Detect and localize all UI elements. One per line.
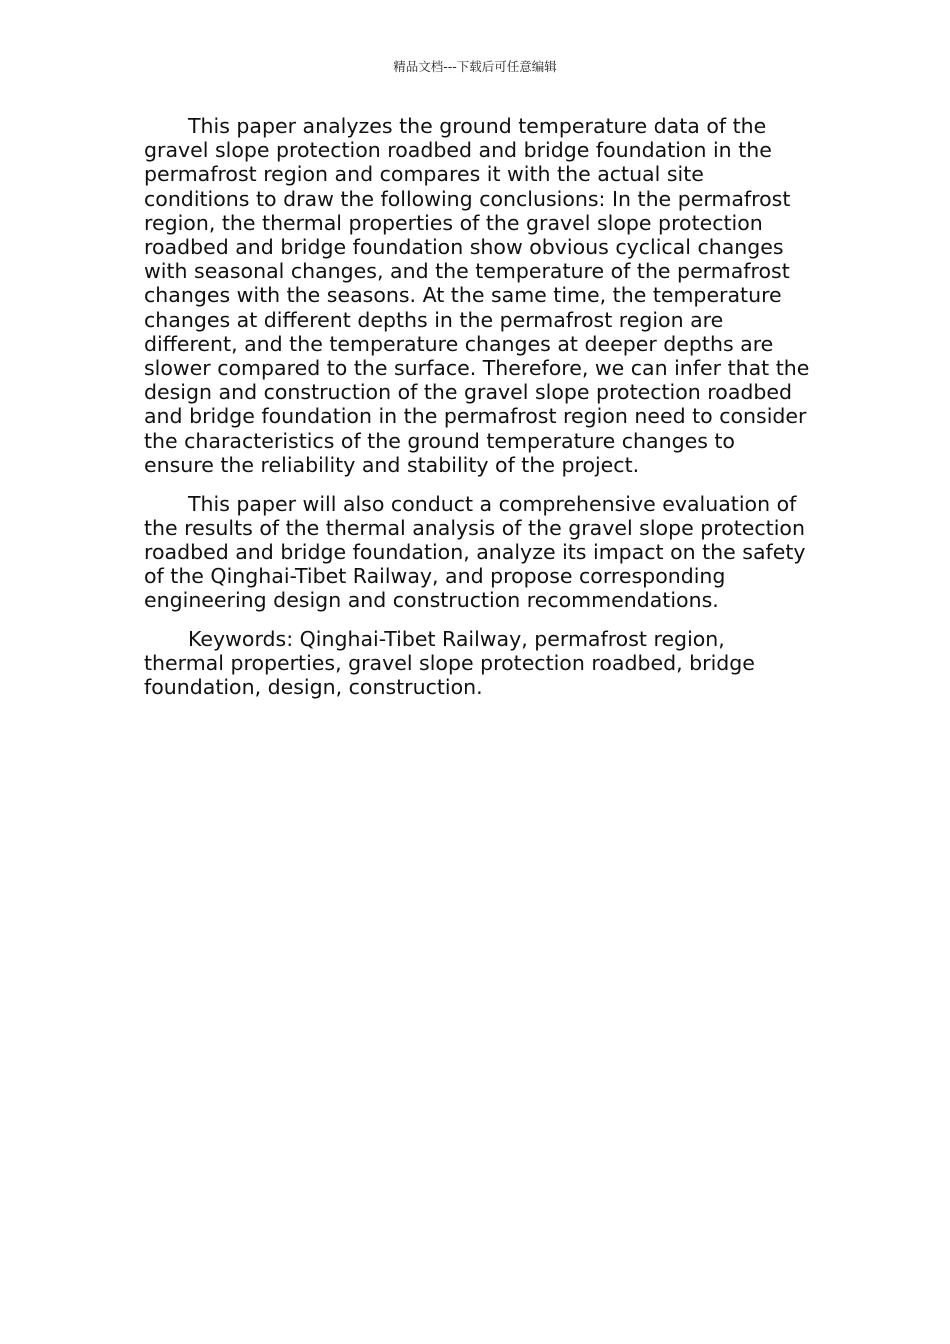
paragraph-evaluation: This paper will also conduct a comprehensive evaluation of the results of the thermal analysis of the gravel slope protection roadbed and bridge foundation, analyze its impact on the safety of the Qinghai-Tibet Railway, and propose corresponding engineering design and construction recommendations.: [144, 491, 806, 613]
document-body: [144, 114, 810, 714]
page-header: 精品文档---下载后可任意编辑: [393, 59, 557, 74]
paragraph-conclusions: This paper analyzes the ground temperature data of the gravel slope protection roadbed and bridge foundation in the permafrost region and compares it with the actual site conditions to draw the following conclusions: In the permafrost region, the thermal properties of the gravel slope protection roadbed and bridge foundation show obvious cyclical changes with seasonal changes, and the temperature of the permafrost changes with the seasons. At the same time, the temperature changes at different depths in the permafrost region are different, and the temperature changes at deeper depths are slower compared to the surface. Therefore, we can infer that the design and construction of the gravel slope protection roadbed and bridge foundation in the permafrost region need to consider the characteristics of the ground temperature changes to ensure the reliability and stability of the project.: [144, 114, 810, 477]
paragraph-keywords: Keywords: Qinghai-Tibet Railway, permafrost region, thermal properties, gravel slope protection roadbed, bridge foundation, design, construction.: [144, 627, 755, 700]
